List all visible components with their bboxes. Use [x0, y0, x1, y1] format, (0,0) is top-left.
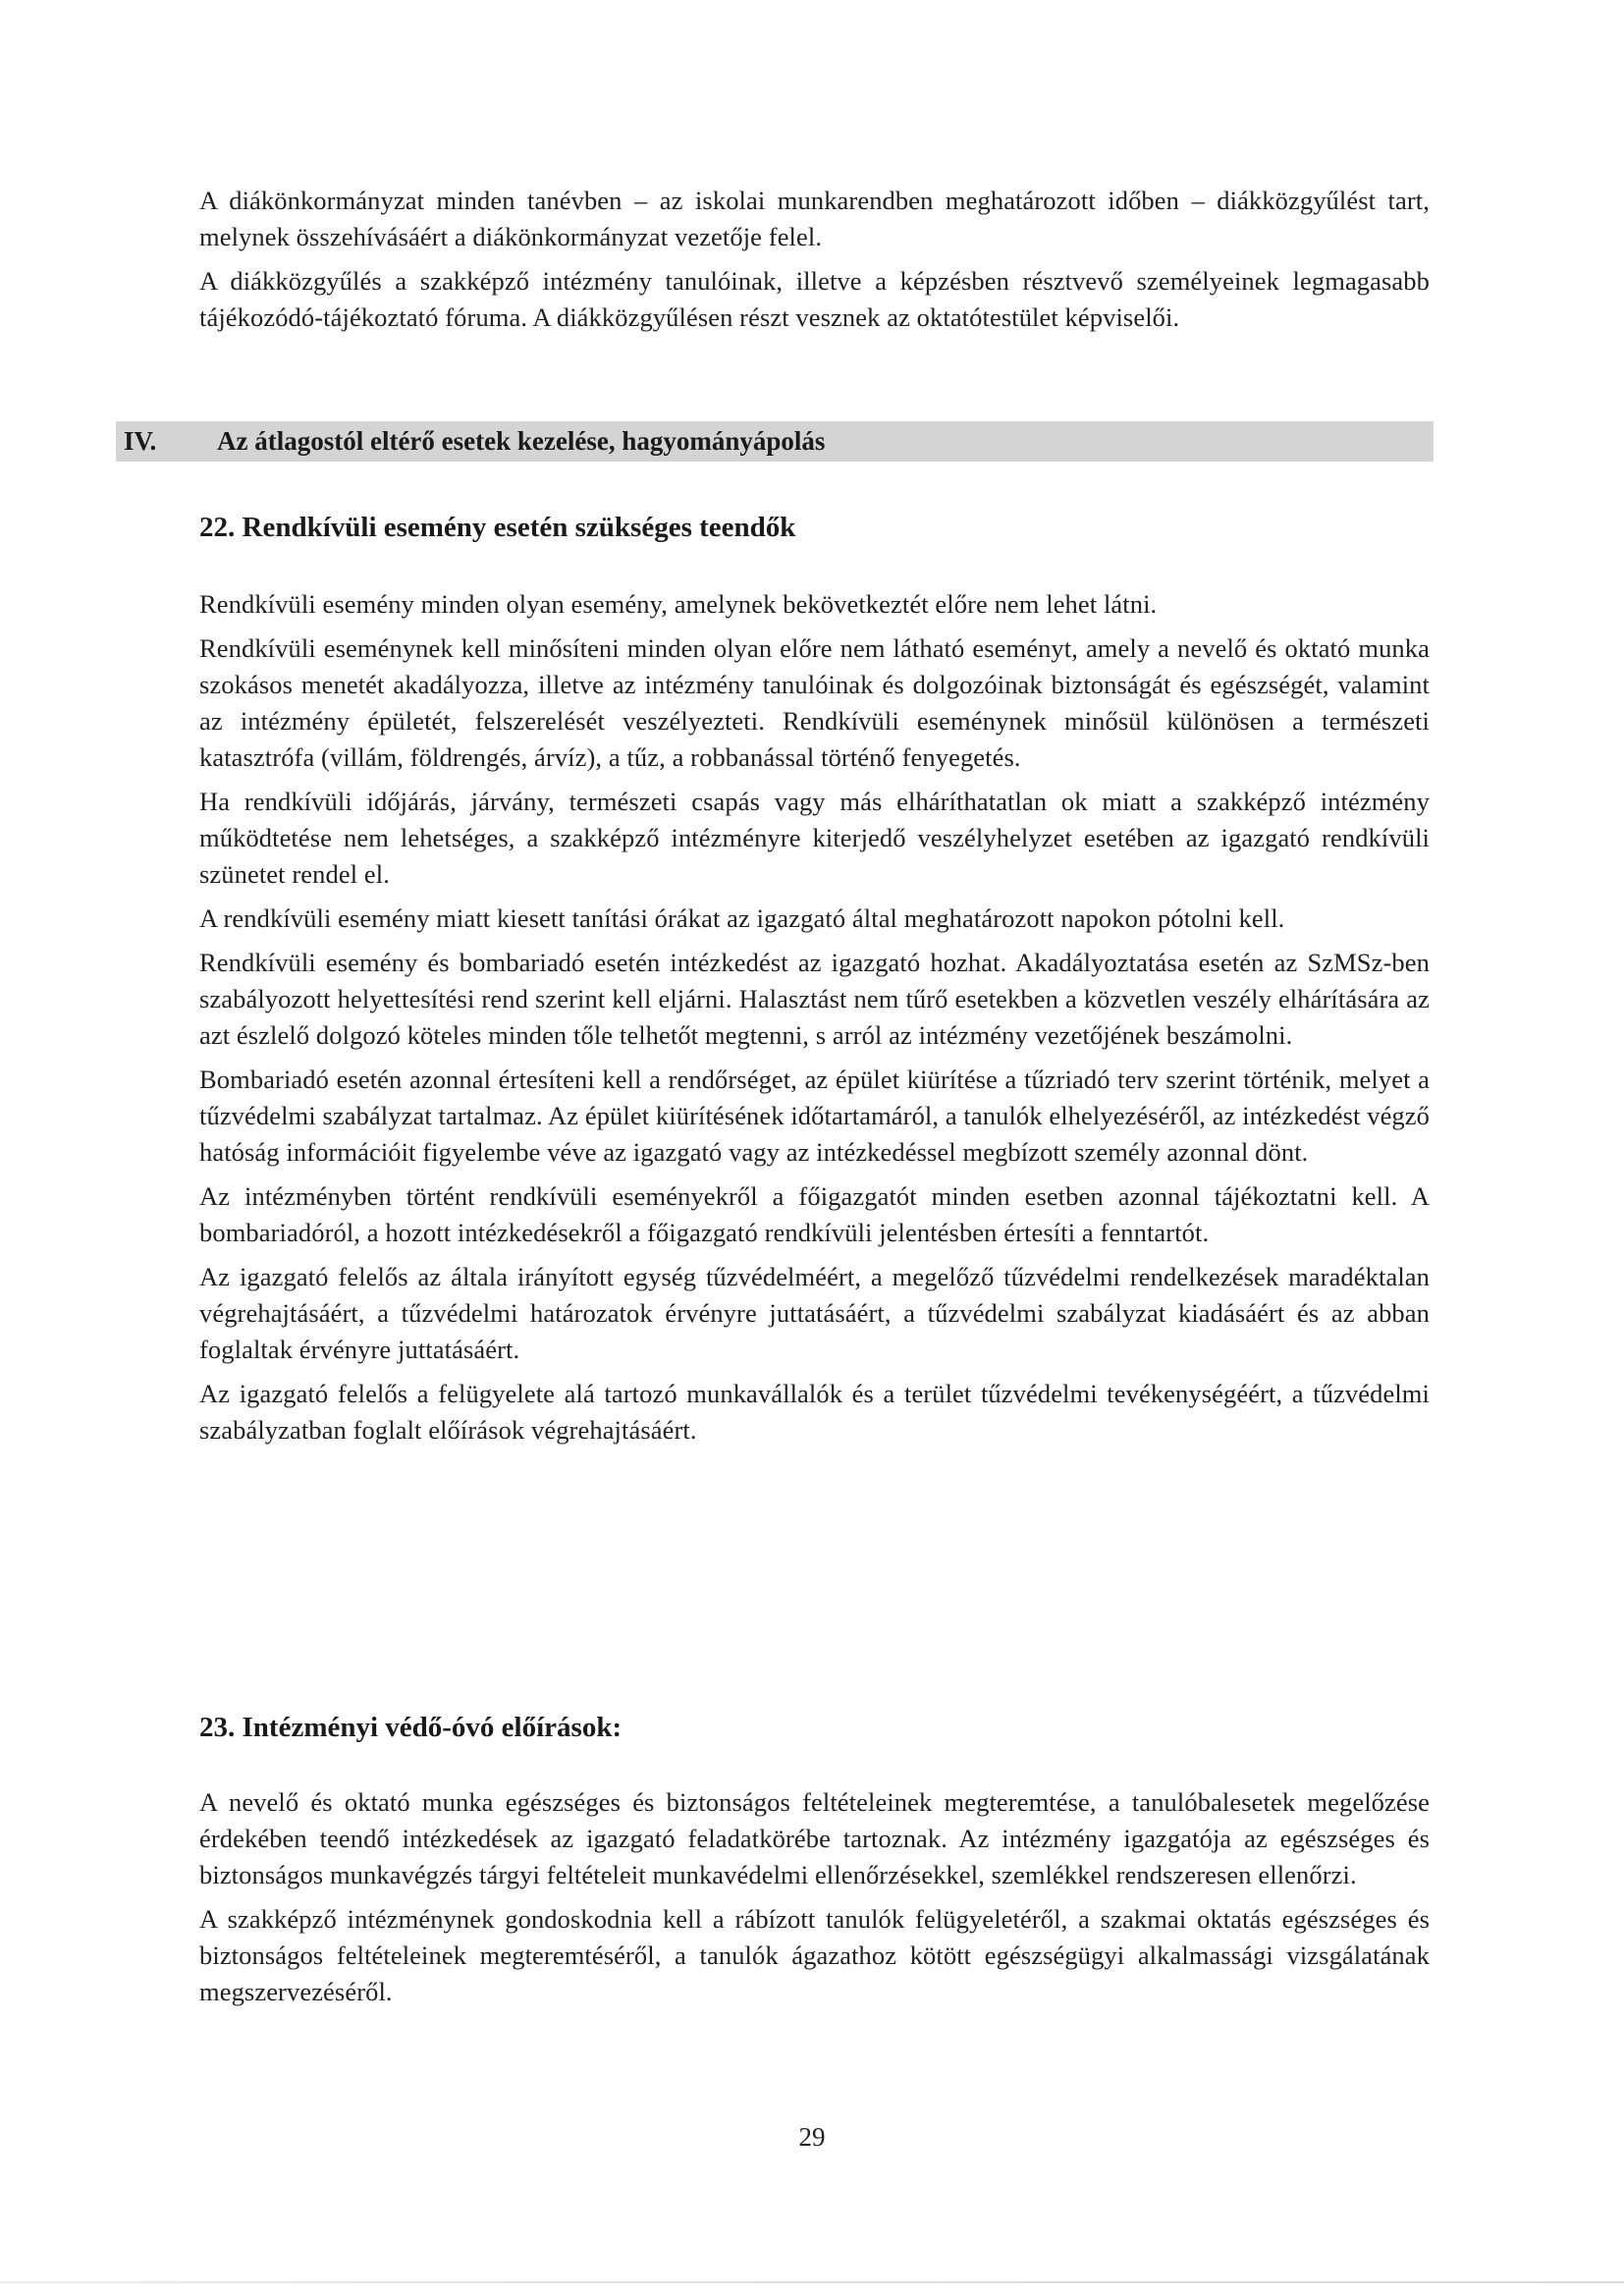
paragraph: Az igazgató felelős a felügyelete alá tartozó munkavállalók és a terület tűzvédelmi tevékenységéért, a tűzvédelmi szabályzatban foglalt előírások végrehajtásáért.: [199, 1379, 1430, 1445]
section-22: [199, 510, 1430, 1449]
paragraph: A diákközgyűlés a szakképző intézmény tanulóinak, illetve a képzésben résztvevő személyeinek legmagasabb tájékozódó-tájékoztató fóruma. A diákközgyűlésen részt vesznek az oktatótestület képviselői.: [199, 266, 1430, 332]
paragraph: A diákönkormányzat minden tanévben – az iskolai munkarendben meghatározott időben – diákközgyűlést tart, melynek összehívásáért a diákönkormányzat vezetője felel.: [199, 186, 1430, 251]
section-heading: 22. Rendkívüli esemény esetén szükséges teendők: [199, 512, 796, 543]
paragraph: A nevelő és oktató munka egészséges és biztonságos feltételeinek megteremtése, a tanulóbalesetek megelőzése érdekében teendő intézkedések az igazgató feladatkörébe tartoznak. Az intézmény igazgatója az egészséges és biztonságos munkavégzés tárgyi feltételeit munkavédelmi ellenőrzésekkel, szemlékkel rendszeresen ellenőrzi.: [199, 1787, 1430, 1889]
section-23: [199, 1710, 1430, 2010]
chapter-title: Az átlagostól eltérő esetek kezelése, hagyományápolás: [217, 426, 826, 456]
chapter-heading-band: [116, 421, 1434, 462]
paragraph: Rendkívüli esemény minden olyan esemény, amelynek bekövetkeztét előre nem lehet látni.: [199, 589, 1158, 619]
paragraph: Az igazgató felelős az általa irányított egység tűzvédelméért, a megelőző tűzvédelmi rendelkezések maradéktalan végrehajtásáért, a tűzvédelmi határozatok érvényre juttatásáért, a tűzvédelmi szabályzat kiadásáért és az abban foglaltak érvényre juttatásáért.: [199, 1262, 1430, 1364]
scan-edge-line: [0, 2281, 1624, 2283]
paragraph: A szakképző intézménynek gondoskodnia kell a rábízott tanulók felügyeletéről, a szakmai oktatás egészséges és biztonságos feltételeinek megteremtéséről, a tanulók ágazathoz kötött egészségügyi alkalmassági vizsgálatának megszervezéséről.: [199, 1904, 1430, 2006]
chapter-number: IV.: [124, 426, 157, 456]
paragraph: Rendkívüli esemény és bombariadó esetén intézkedést az igazgató hozhat. Akadályoztatása esetén az SzMSz-ben szabályozott helyettesítési rend szerint kell eljárni. Halasztást nem tűrő esetekben a közvetlen veszély elhárítására az azt észlelő dolgozó köteles minden tőle telhetőt megtenni, s arról az intézmény vezetőjének beszámolni.: [199, 948, 1430, 1050]
paragraph: Ha rendkívüli időjárás, járvány, természeti csapás vagy más elháríthatatlan ok miatt a szakképző intézmény működtetése nem lehetséges, a szakképző intézményre kiterjedő veszélyhelyzet esetében az igazgató rendkívüli szünetet rendel el.: [199, 787, 1430, 889]
paragraph: A rendkívüli esemény miatt kiesett tanítási órákat az igazgató által meghatározott napokon pótolni kell.: [199, 903, 1285, 933]
paragraph: Bombariadó esetén azonnal értesíteni kell a rendőrséget, az épület kiürítése a tűzriadó terv szerint történik, melyet a tűzvédelmi szabályzat tartalmaz. Az épület kiürítésének időtartamáról, a tanulók elhelyezéséről, az intézkedést végző hatóság információit figyelembe véve az igazgató vagy az intézkedéssel megbízott személy azonnal dönt.: [199, 1065, 1430, 1167]
paragraph: Az intézményben történt rendkívüli eseményekről a főigazgatót minden esetben azonnal tájékoztatni kell. A bombariadóról, a hozott intézkedésekről a főigazgató rendkívüli jelentésben értesíti a fenntartót.: [199, 1181, 1430, 1247]
section-heading: 23. Intézményi védő-óvó előírások:: [199, 1712, 623, 1743]
intro-block: [199, 183, 1430, 336]
page-number: 29: [798, 2122, 826, 2152]
paragraph: Rendkívüli eseménynek kell minősíteni minden olyan előre nem látható eseményt, amely a nevelő és oktató munka szokásos menetét akadályozza, illetve az intézmény tanulóinak és dolgozóinak biztonságát és egészségét, valamint az intézmény épületét, felszerelését veszélyezteti. Rendkívüli eseménynek minősül különösen a természeti katasztrófa (villám, földrengés, árvíz), a tűz, a robbanással történő fenyegetés.: [199, 633, 1430, 772]
